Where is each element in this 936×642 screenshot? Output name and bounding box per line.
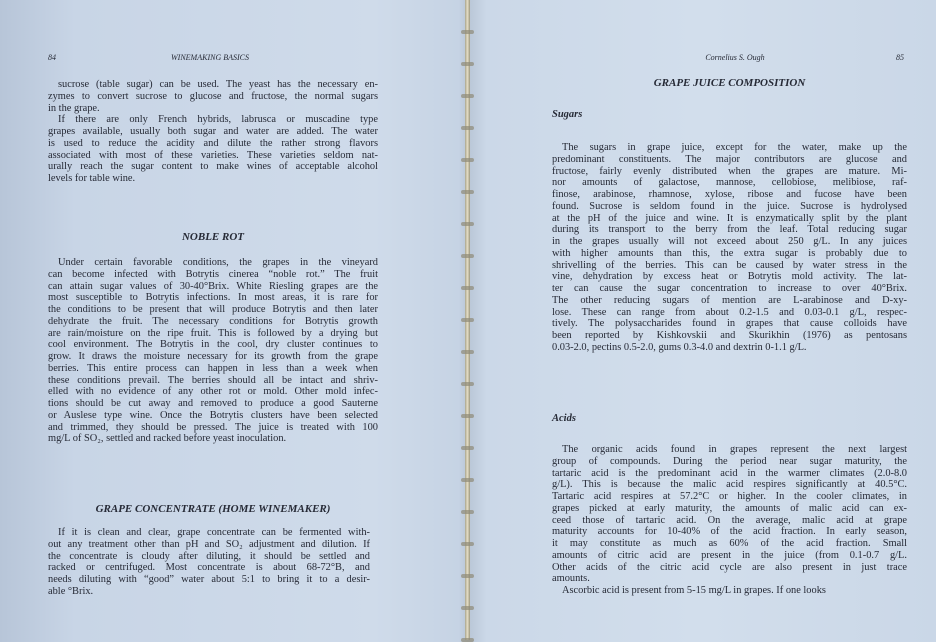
sugars-text — [552, 142, 907, 354]
text-line: the conditions to be present that will produce Botrytis and then later — [48, 304, 378, 315]
text-line: amounts. — [552, 573, 590, 585]
text-line: is used to reduce the acidity and dilute the rather strong flavors — [48, 137, 378, 149]
text-line: tively. The polysaccharides found in grapes that cause colloids have — [552, 318, 907, 330]
text-line: If there are only French hybrids, labrusca or muscadine type — [58, 114, 378, 126]
text-line: during its transport to the berry from the leaf. Total reducing sugar — [552, 224, 907, 236]
text-line: If it is clean and clear, grape concentrate can be fermented with- — [58, 527, 370, 538]
text-line: or Auslese type wine. Once the Botrytis clusters have been selected — [48, 409, 378, 421]
text-line: fructose, fairly evenly distributed when the grapes are mature. Mi- — [552, 165, 907, 177]
text-line: associated with most of these varieties. These varieties seldom nat- — [48, 149, 378, 161]
text-line: with higher amounts than this, the extra sugar is probably due to — [552, 247, 907, 259]
acids-text — [552, 444, 907, 597]
text-line: mg/L of SO₂, settled and racked before yeast inoculation. — [48, 433, 287, 445]
text-line: grapes available, usually both sugar and water are added. The water — [48, 126, 378, 137]
text-line: sucrose (table sugar) can be used. The yeast has the necessary en- — [58, 79, 378, 90]
text-line: cool environment. The Botrytis in the cool, dry cluster continues to — [48, 339, 378, 351]
text-line: in the grapes usually will not exceed about 250 g/L. In any juices — [552, 236, 907, 247]
text-line: Under certain favorable conditions, the grapes in the vineyard — [58, 257, 378, 268]
text-line: finose, arabinose, rhamnose, xylose, ribose and fucose have been — [552, 189, 907, 200]
text-line: The other reducing sugars of mention are L-arabinose and D-xy- — [552, 294, 907, 306]
text-line: grapes picked at early maturity, the amounts of malic acid can ex- — [552, 502, 907, 514]
running-head: WINEMAKING BASICS — [171, 53, 249, 62]
text-line: predominant constituents. The major contributors are glucose and — [552, 153, 907, 165]
text-line: maturity accounts for 10-40% of the acid fraction. In early season, — [552, 526, 907, 538]
left-page — [0, 0, 466, 640]
concentrate-text — [48, 527, 370, 598]
text-line: berries. This entire process can happen in less than a week when — [48, 362, 378, 374]
text-line: most susceptible to Botrytis infections. In most areas, it is rare for — [48, 292, 378, 304]
text-line: vine, dehydration by excess heat or Botrytis mold activity. The lat- — [552, 271, 907, 283]
text-line: The organic acids found in grapes represent the next largest — [562, 444, 907, 455]
text-line: found. Sucrose is seldom found in the juice. Sucrose is hydrolysed — [552, 200, 907, 212]
chapter-title: GRAPE JUICE COMPOSITION — [653, 77, 806, 89]
page-number: 85 — [896, 53, 904, 62]
text-line: been reported by Kishkovskii and Skurikhin (1976) as pentosans — [552, 330, 907, 341]
page-number: 84 — [48, 53, 56, 62]
text-line: grow. It draws the moisture necessary for its growth from the grape — [48, 351, 378, 362]
text-line: dehydrate the fruit. The necessary conditions for Botrytis growth — [48, 315, 378, 327]
text-line: elled with no evidence of any other rot or mold. Other mold infec- — [48, 386, 378, 398]
text-line: zymes to convert sucrose to glucose and fructose, the normal sugars — [48, 90, 378, 102]
text-line: Other acids of the citric acid cycle are also present in just trace — [552, 561, 907, 573]
text-line: and trimmed, they should be pressed. The juice is treated with 100 — [48, 421, 378, 433]
text-line: urally reach the sugar content to make wines of acceptable alcohol — [48, 161, 378, 173]
text-line: Tartaric acid respires at 57.2°C or higher. In the cooler climates, in — [552, 491, 907, 502]
text-line: it may constitute as much as 60% of the acid fraction. Small — [552, 538, 907, 549]
text-line: levels for table wine. — [48, 173, 136, 184]
subheading-sugars: Sugars — [552, 109, 583, 120]
running-head: Cornelius S. Ough — [705, 53, 765, 62]
text-line: nor amounts of galactose, mannose, cellobiose, melibiose, raf- — [552, 177, 907, 189]
text-line: these conditions prevail. The berries should all be intact and shriv- — [48, 374, 378, 386]
text-line: are rain/moisture on the ripe fruit. This is followed by a drying but — [48, 327, 378, 339]
text-line: 0.03-2.0, pectins 0.5-2.0, gums 0.3-4.0 and dextrin 0-1.1 g/L. — [552, 341, 807, 353]
text-line: at the pH of the juice and wine. It is enzymatically split by the plant — [552, 212, 907, 224]
text-line: ter can cause the sugar concentration to increase to over 40°Brix. — [552, 283, 907, 294]
noble-rot-text — [48, 257, 378, 445]
text-line: out any treatment other than pH and SO₂ adjustment and dilution. If — [48, 538, 370, 550]
text-line: g/L). This is because the malic acid respires significantly at 40.5°C. — [552, 479, 907, 491]
text-line: tartaric acid is the predominant acid in the warmer climates (2.0-8.0 — [552, 467, 907, 479]
right-page — [470, 0, 936, 640]
text-line: ceed those of tartaric acid. On the average, malic acid at grape — [552, 514, 907, 526]
subheading-acids: Acids — [552, 413, 576, 424]
text-line: The sugars in grape juice, except for the water, make up the — [562, 142, 907, 153]
text-line: able °Brix. — [48, 585, 94, 597]
text-line: group of compounds. During the period near sugar maturity, the — [552, 455, 907, 467]
text-line: can attain sugar values of 30-40°Brix. White Riesling grapes are the — [48, 280, 378, 292]
text-line: needs diluting with “good” water about 5:1 to bring it to a desir- — [48, 574, 370, 585]
text-line: racked or centrifuged. Most concentrate is about 68-72°B, and — [48, 562, 370, 574]
section-heading-grape-concentrate: GRAPE CONCENTRATE (HOME WINEMAKER) — [95, 503, 331, 515]
section-heading-noble-rot: NOBLE ROT — [181, 231, 245, 243]
intro-text — [48, 79, 378, 185]
text-line: in the grape. — [48, 102, 100, 114]
text-line: can become infected with Botrytis cinerea “noble rot.” The fruit — [48, 268, 378, 280]
text-line: amounts of citric acid are present in the juice (from 0.1-0.7 g/L. — [552, 549, 907, 561]
text-line: shrivelling of the berries. This can be caused by water stress in the — [552, 259, 907, 271]
text-line: the concentrate is cloudy after diluting, it should be settled and — [48, 550, 370, 562]
text-line: Ascorbic acid is present from 5-15 mg/L in grapes. If one looks — [562, 585, 826, 596]
text-line: lose. These can range from about 0.2-1.5 and 0.03-0.1 g/L, respec- — [552, 306, 907, 318]
text-line: tions should be cut away and removed to produce a good Sauterne — [48, 398, 378, 409]
